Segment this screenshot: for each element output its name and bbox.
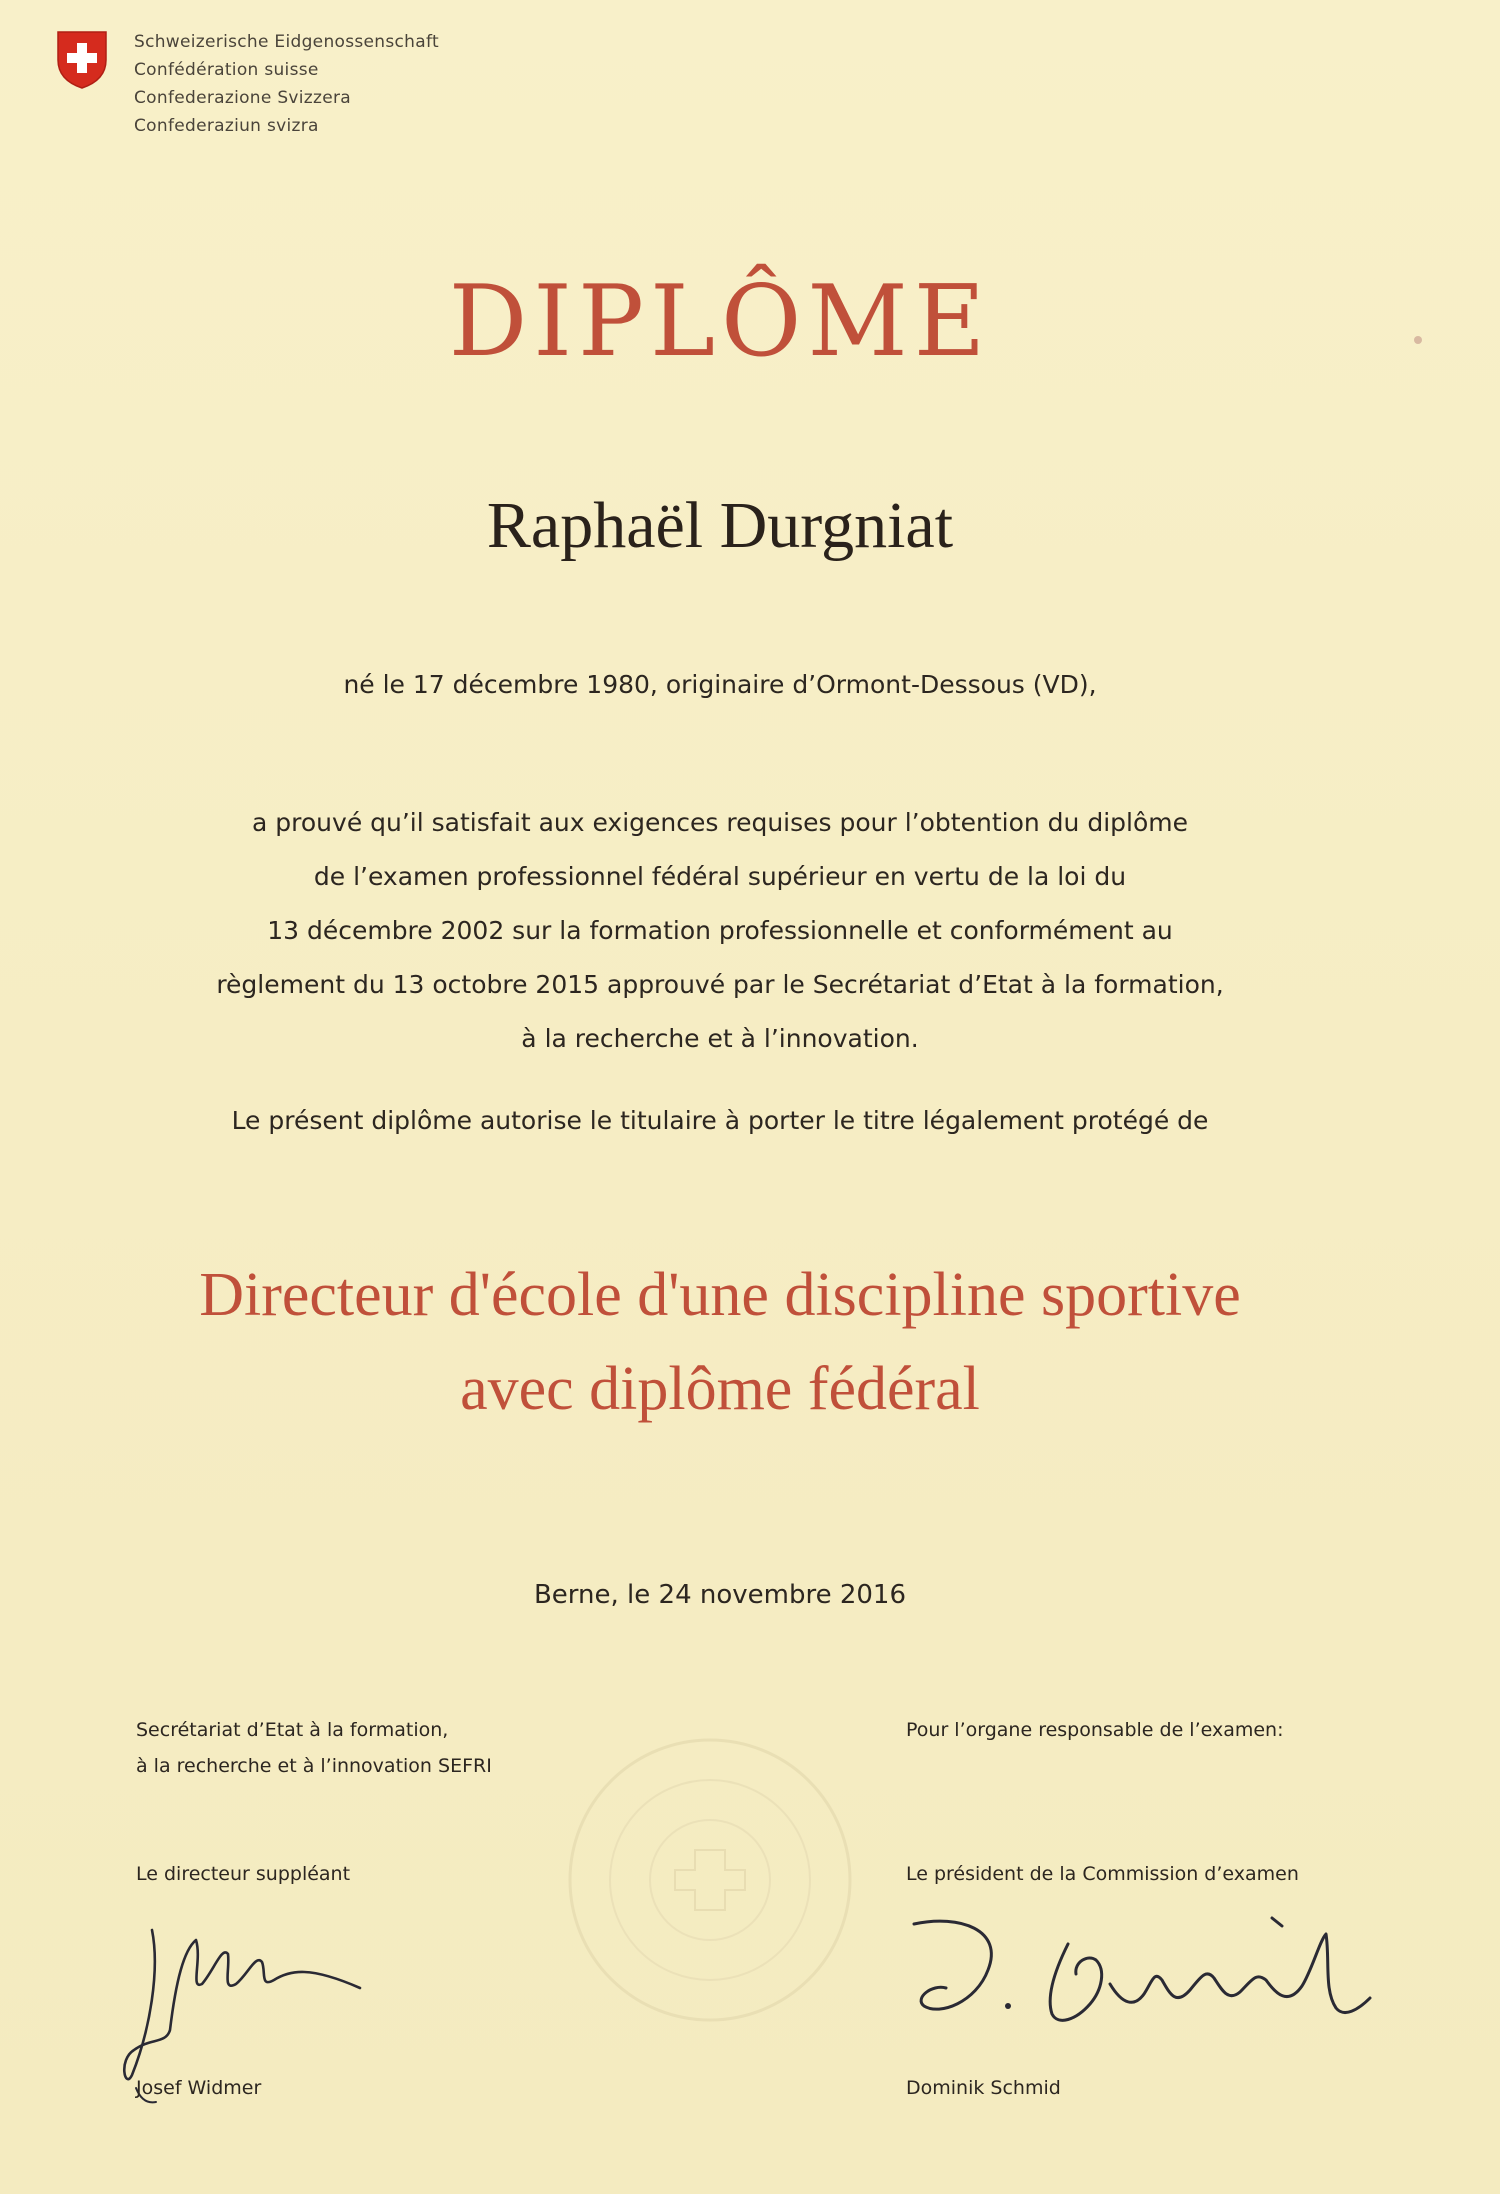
degree-title — [0, 1248, 1440, 1436]
degree-title-line: Directeur d'école d'une discipline sportive — [199, 1261, 1241, 1329]
certification-text — [0, 796, 1440, 1066]
document-title: DIPLÔME — [448, 265, 992, 379]
left-institution — [136, 1712, 492, 1784]
left-institution-line: à la recherche et à l’innovation SEFRI — [136, 1755, 492, 1777]
right-signer-role: Le président de la Commission d’examen — [906, 1863, 1299, 1885]
signature-schmid — [900, 1910, 1380, 2050]
embossed-seal-icon — [560, 1730, 860, 2030]
confederation-line-de: Schweizerische Eidgenossenschaft — [134, 32, 439, 52]
holder-name: Raphaël Durgniat — [486, 489, 954, 562]
certification-line: a prouvé qu’il satisfait aux exigences requises pour l’obtention du diplôme — [252, 808, 1188, 837]
left-signer-role: Le directeur suppléant — [136, 1863, 351, 1885]
degree-title-line: avec diplôme fédéral — [460, 1355, 980, 1423]
certification-line: 13 décembre 2002 sur la formation professionnelle et conformément au — [267, 916, 1173, 945]
confederation-line-rm: Confederaziun svizra — [134, 116, 319, 136]
left-institution-line: Secrétariat d’Etat à la formation, — [136, 1719, 449, 1741]
certification-line: à la recherche et à l’innovation. — [521, 1024, 919, 1053]
confederation-line-fr: Confédération suisse — [134, 60, 319, 80]
confederation-names — [134, 28, 439, 140]
right-signer-name: Dominik Schmid — [906, 2077, 1061, 2099]
place-and-date: Berne, le 24 novembre 2016 — [533, 1580, 907, 1610]
authorisation-line: Le présent diplôme autorise le titulaire à porter le titre légalement protégé de — [231, 1106, 1209, 1135]
left-signer-name: Josef Widmer — [136, 2077, 262, 2099]
birth-line: né le 17 décembre 1980, originaire d’Ormont-Dessous (VD), — [343, 670, 1097, 699]
swiss-cross-shield-icon — [56, 30, 108, 90]
certification-line: de l’examen professionnel fédéral supérieur en vertu de la loi du — [313, 862, 1127, 891]
certification-line: règlement du 13 octobre 2015 approuvé par le Secrétariat d’Etat à la formation, — [216, 970, 1224, 999]
right-institution: Pour l’organe responsable de l’examen: — [906, 1719, 1284, 1741]
confederation-line-it: Confederazione Svizzera — [134, 88, 352, 108]
